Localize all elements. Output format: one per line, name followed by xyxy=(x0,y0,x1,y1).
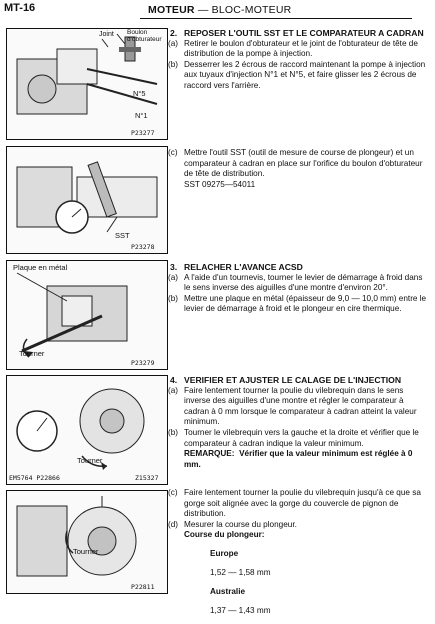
figure-4-label-turn: Tourner xyxy=(77,456,103,465)
figure-4-code-right: Z15327 xyxy=(135,474,159,482)
figure-3-label-metal-plate: Plaque en métal xyxy=(13,263,68,272)
figure-3-label-turn: Tourner xyxy=(19,349,45,358)
figure-1-code: P23277 xyxy=(131,129,155,137)
figure-4-illustration xyxy=(6,375,168,485)
remark: REMARQUE: Vérifier que la valeur minimum est réglée à 0 mm. xyxy=(184,449,413,469)
header-section: MOTEUR xyxy=(148,4,195,16)
section-2-title: 2. REPOSER L'OUTIL SST ET LE COMPARATEUR A CADRAN xyxy=(170,28,424,38)
step-4d: (d) Mesurer la course du plongeur. xyxy=(168,519,297,529)
pulley-groove-drawing xyxy=(7,491,167,593)
step-2b: (b) Desserrer les 2 écrous de raccord maintenant la pompe à injection aux tuyaux d'injection N°1 et N°5, et faire glisser les 2 écrous de raccord vers l'arrière. xyxy=(168,59,426,90)
crankshaft-dial-gauge-drawing xyxy=(7,376,167,484)
figure-3-illustration xyxy=(6,260,168,370)
section-3-title: 3. RELACHER L'AVANCE ACSD xyxy=(170,262,303,272)
plunger-stroke-title: Course du plongeur: xyxy=(184,530,265,540)
figure-5-label-turn: Tourner xyxy=(73,547,99,556)
figure-1-label-n1: N°1 xyxy=(135,111,148,120)
sst-dial-gauge-drawing xyxy=(7,147,167,253)
figure-1-label-joint: Joint xyxy=(99,31,114,38)
figure-1-illustration xyxy=(6,28,168,140)
step-4b: (b) Tourner le vilebrequin vers la gauche et la droite et vérifier que le comparateur à cadran indique la valeur minimum. xyxy=(168,427,419,448)
spec-europe-value: 1,52 — 1,58 mm xyxy=(210,567,271,577)
step-4c: (c) Faire lentement tourner la poulie du vilebrequin jusqu'à ce que sa gorge soit alignée avec la gorge du couvercle de pignon de distribution. xyxy=(168,488,421,519)
section-2 xyxy=(170,28,428,92)
section-4-continued xyxy=(170,488,428,624)
step-2c: (c) Mettre l'outil SST (outil de mesure de course de plongeur) et un comparateur à cadran en place sur l'orifice du boulon d'obturateur de tête de distribution. xyxy=(168,148,423,179)
section-4 xyxy=(170,375,428,470)
figure-3-code: P23279 xyxy=(131,359,155,367)
page-header-title xyxy=(148,4,291,16)
figure-4-code-left: EM5764 P22866 xyxy=(9,474,60,482)
figure-2-label-sst: SST xyxy=(115,231,130,240)
sst-number: SST 09275—54011 xyxy=(184,179,256,189)
section-2c xyxy=(170,148,428,190)
spec-europe-label: Europe xyxy=(210,549,239,559)
spec-australia-label: Australie xyxy=(210,586,246,596)
spec-australia-value: 1,37 — 1,43 mm xyxy=(210,605,271,615)
figure-1-label-n5: N°5 xyxy=(133,89,146,98)
step-4a: (a) Faire lentement tourner la poulie du vilebrequin dans le sens inverse des aiguilles d'une montre et régler le comparateur à cadran à 0 mm lorsque le comparateur à cadran atteint la valeur minimum. xyxy=(168,385,417,427)
header-dash: — xyxy=(197,4,209,16)
figure-5-code: P22811 xyxy=(131,583,155,591)
header-subsection: BLOC-MOTEUR xyxy=(211,4,292,16)
header-rule xyxy=(140,18,412,19)
figure-1-label-bolt: Boulon d'obturateur xyxy=(127,29,162,43)
figure-5-illustration xyxy=(6,490,168,594)
step-2a: (a) Retirer le boulon d'obturateur et le joint de l'obturateur de tête de distribution de la pompe à injection. xyxy=(168,38,418,59)
section-3 xyxy=(170,262,428,315)
page-code: MT-16 xyxy=(4,2,36,14)
figure-2-code: P23278 xyxy=(131,243,155,251)
figure-2-illustration xyxy=(6,146,168,254)
engine-injection-pump-drawing xyxy=(7,29,167,139)
step-3b: (b) Mettre une plaque en métal (épaisseur de 9,0 — 10,0 mm) entre le levier de démarrage à froid et le plongeur en cire thermique. xyxy=(168,293,427,314)
section-4-title: 4. VERIFIER ET AJUSTER LE CALAGE DE L'INJECTION xyxy=(170,375,402,385)
step-3a: (a) A l'aide d'un tournevis, tourner le levier de démarrage à froid dans le sens inverse des aiguilles d'une montre d'environ 20°. xyxy=(168,272,423,293)
